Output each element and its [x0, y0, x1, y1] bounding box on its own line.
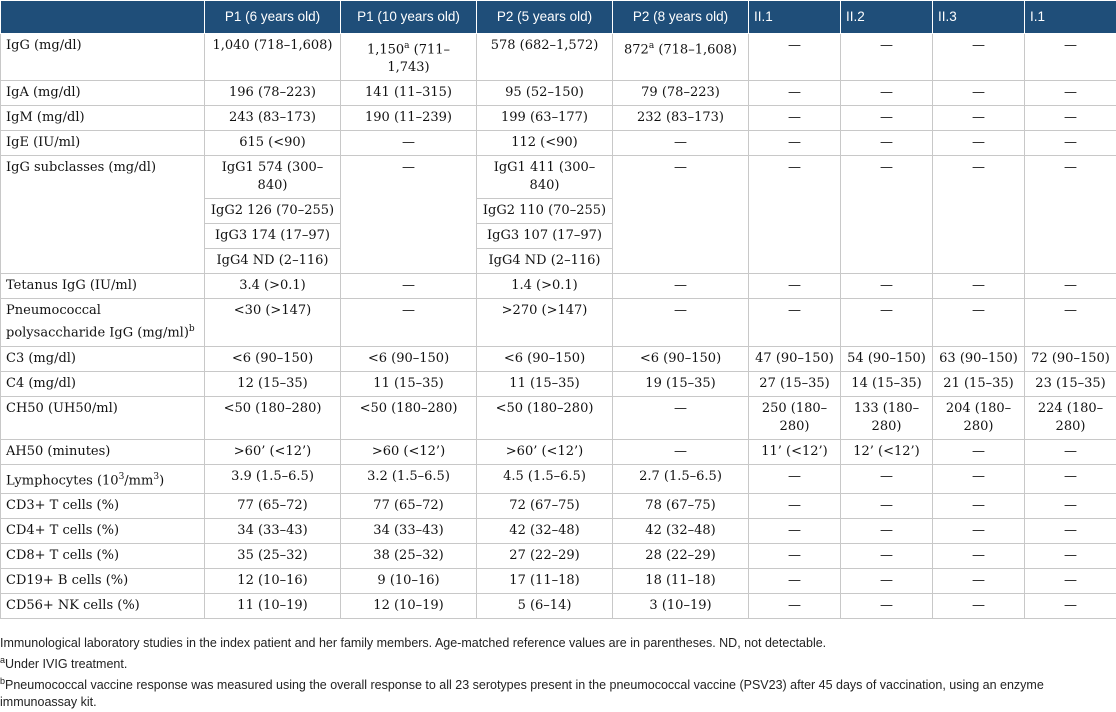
table-row-pneumococcal	[1, 299, 1116, 346]
cell: IgG3 107 (17–97)	[477, 224, 613, 249]
header-p1-10y: P1 (10 years old)	[341, 1, 477, 34]
cell: 11 (10–19)	[205, 593, 341, 618]
table-row-igg-subclasses	[1, 156, 1116, 199]
cell: —	[749, 593, 841, 618]
cell: —	[841, 464, 933, 493]
cell: 12 (10–19)	[341, 593, 477, 618]
cell: —	[613, 439, 749, 464]
cell: —	[341, 274, 477, 299]
cell: —	[933, 439, 1025, 464]
header-cell-blank	[1, 1, 205, 34]
cell: —	[933, 34, 1025, 81]
cell: 1,040 (718–1,608)	[205, 34, 341, 81]
footnote-b: $^b$Pneumococcal vaccine response was measured using the overall response to all 23 serotypes present in the pneumococcal vaccine (PSV23) after 45 days of vaccination, using an enzyme immunoassay kit.	[0, 676, 1044, 710]
cell: 11 (15–35)	[477, 371, 613, 396]
row-label: CD4+ T cells (%)	[1, 518, 205, 543]
cell: >60’ (<12’)	[477, 439, 613, 464]
row-label: IgM (mg/dl)	[1, 106, 205, 131]
cell: —	[933, 518, 1025, 543]
row-label: Tetanus IgG (IU/ml)	[1, 274, 205, 299]
table-row-cd4	[1, 518, 1116, 543]
row-label: IgE (IU/ml)	[1, 131, 205, 156]
row-label: C3 (mg/dl)	[1, 346, 205, 371]
cell: 1.4 (>0.1)	[477, 274, 613, 299]
cell: 12 (10–16)	[205, 568, 341, 593]
cell: <6 (90–150)	[205, 346, 341, 371]
cell: <50 (180–280)	[341, 396, 477, 439]
table-caption: Immunological laboratory studies in the index patient and her family members. Age-matched reference values are in parentheses. ND, not detectable.	[0, 636, 827, 650]
cell: —	[933, 131, 1025, 156]
cell: 224 (180–280)	[1025, 396, 1116, 439]
cell: 63 (90–150)	[933, 346, 1025, 371]
cell: —	[841, 34, 933, 81]
cell: 12’ (<12’)	[841, 439, 933, 464]
cell: 133 (180–280)	[841, 396, 933, 439]
cell: —	[749, 464, 841, 493]
cell: <6 (90–150)	[477, 346, 613, 371]
row-label: IgG (mg/dl)	[1, 34, 205, 81]
header-ii1: II.1	[749, 1, 841, 34]
cell: —	[933, 543, 1025, 568]
cell: —	[841, 81, 933, 106]
cell: <6 (90–150)	[613, 346, 749, 371]
cell: —	[841, 568, 933, 593]
cell: —	[933, 464, 1025, 493]
cell: —	[933, 106, 1025, 131]
cell: —	[341, 156, 477, 274]
cell: —	[841, 156, 933, 274]
table-row-igg	[1, 34, 1116, 81]
row-label: IgG subclasses (mg/dl)	[1, 156, 205, 274]
cell: 196 (78–223)	[205, 81, 341, 106]
cell: IgG2 110 (70–255)	[477, 199, 613, 224]
cell: 11’ (<12’)	[749, 439, 841, 464]
cell: —	[749, 131, 841, 156]
table-row-ige	[1, 131, 1116, 156]
cell: —	[1025, 274, 1116, 299]
cell: 11 (15–35)	[341, 371, 477, 396]
row-label: CD8+ T cells (%)	[1, 543, 205, 568]
cell: —	[1025, 568, 1116, 593]
cell: —	[341, 131, 477, 156]
cell: IgG1 411 (300–840)	[477, 156, 613, 199]
cell: —	[613, 156, 749, 274]
cell: 95 (52–150)	[477, 81, 613, 106]
cell: —	[749, 81, 841, 106]
table-row-iga	[1, 81, 1116, 106]
cell: —	[749, 299, 841, 346]
cell: —	[749, 568, 841, 593]
cell: 79 (78–223)	[613, 81, 749, 106]
header-p2-5y: P2 (5 years old)	[477, 1, 613, 34]
cell: 3.2 (1.5–6.5)	[341, 464, 477, 493]
cell: —	[1025, 81, 1116, 106]
cell: —	[933, 156, 1025, 274]
table-row-ch50	[1, 396, 1116, 439]
cell: —	[613, 274, 749, 299]
table-row-cd56	[1, 593, 1116, 618]
cell: —	[933, 299, 1025, 346]
cell: 2.7 (1.5–6.5)	[613, 464, 749, 493]
cell: 42 (32–48)	[613, 518, 749, 543]
cell: 872$^a$ (718–1,608)	[613, 34, 749, 81]
cell: —	[841, 518, 933, 543]
cell: 232 (83–173)	[613, 106, 749, 131]
cell: —	[749, 106, 841, 131]
cell: 250 (180–280)	[749, 396, 841, 439]
table-row-cd8	[1, 543, 1116, 568]
cell: <6 (90–150)	[341, 346, 477, 371]
cell: 23 (15–35)	[1025, 371, 1116, 396]
cell: —	[933, 493, 1025, 518]
cell: <30 (>147)	[205, 299, 341, 346]
cell: 578 (682–1,572)	[477, 34, 613, 81]
cell: —	[841, 593, 933, 618]
cell: 5 (6–14)	[477, 593, 613, 618]
cell: >60 (<12’)	[341, 439, 477, 464]
cell: 34 (33–43)	[341, 518, 477, 543]
cell: —	[341, 299, 477, 346]
cell: 72 (67–75)	[477, 493, 613, 518]
cell: 112 (<90)	[477, 131, 613, 156]
cell: —	[613, 299, 749, 346]
table-row-cd3	[1, 493, 1116, 518]
cell: IgG2 126 (70–255)	[205, 199, 341, 224]
table-footnotes	[0, 635, 1116, 711]
cell: 243 (83–173)	[205, 106, 341, 131]
cell: —	[1025, 439, 1116, 464]
cell: 35 (25–32)	[205, 543, 341, 568]
cell: IgG4 ND (2–116)	[477, 249, 613, 274]
cell: 4.5 (1.5–6.5)	[477, 464, 613, 493]
cell: 3.9 (1.5–6.5)	[205, 464, 341, 493]
cell: 72 (90–150)	[1025, 346, 1116, 371]
cell: 9 (10–16)	[341, 568, 477, 593]
cell: —	[1025, 34, 1116, 81]
table-header-row	[1, 1, 1116, 34]
row-label: CD19+ B cells (%)	[1, 568, 205, 593]
cell: —	[1025, 543, 1116, 568]
cell: >270 (>147)	[477, 299, 613, 346]
cell: —	[1025, 106, 1116, 131]
header-ii2: II.2	[841, 1, 933, 34]
cell: 27 (22–29)	[477, 543, 613, 568]
cell: 54 (90–150)	[841, 346, 933, 371]
cell: 34 (33–43)	[205, 518, 341, 543]
cell: 190 (11–239)	[341, 106, 477, 131]
header-ii3: II.3	[933, 1, 1025, 34]
cell: —	[841, 299, 933, 346]
cell: —	[749, 518, 841, 543]
cell: —	[749, 34, 841, 81]
cell: 3.4 (>0.1)	[205, 274, 341, 299]
cell: —	[933, 568, 1025, 593]
cell: —	[1025, 131, 1116, 156]
cell: —	[749, 156, 841, 274]
row-label: Pneumococcal polysaccharide IgG $(mg/ml)^b$	[1, 299, 205, 346]
cell: 18 (11–18)	[613, 568, 749, 593]
header-i1: I.1	[1025, 1, 1116, 34]
cell: 615 (<90)	[205, 131, 341, 156]
cell: <50 (180–280)	[205, 396, 341, 439]
cell: —	[1025, 518, 1116, 543]
cell: —	[613, 131, 749, 156]
cell: IgG3 174 (17–97)	[205, 224, 341, 249]
cell: —	[1025, 464, 1116, 493]
header-p2-8y: P2 (8 years old)	[613, 1, 749, 34]
row-label: CD56+ NK cells (%)	[1, 593, 205, 618]
cell: —	[933, 274, 1025, 299]
cell: —	[841, 106, 933, 131]
cell: —	[841, 274, 933, 299]
cell: 1,150$^a$ (711–1,743)	[341, 34, 477, 81]
table-row-tetanus	[1, 274, 1116, 299]
cell: —	[1025, 299, 1116, 346]
row-label: IgA (mg/dl)	[1, 81, 205, 106]
cell: 21 (15–35)	[933, 371, 1025, 396]
table-row-c3	[1, 346, 1116, 371]
cell: —	[841, 131, 933, 156]
cell: —	[749, 493, 841, 518]
cell: —	[933, 81, 1025, 106]
cell: 38 (25–32)	[341, 543, 477, 568]
cell: 28 (22–29)	[613, 543, 749, 568]
header-p1-6y: P1 (6 years old)	[205, 1, 341, 34]
cell: 42 (32–48)	[477, 518, 613, 543]
cell: —	[613, 396, 749, 439]
cell: 77 (65–72)	[205, 493, 341, 518]
cell: 47 (90–150)	[749, 346, 841, 371]
cell: 27 (15–35)	[749, 371, 841, 396]
cell: 12 (15–35)	[205, 371, 341, 396]
cell: 19 (15–35)	[613, 371, 749, 396]
table-row-igm	[1, 106, 1116, 131]
row-label: CD3+ T cells (%)	[1, 493, 205, 518]
cell: —	[1025, 493, 1116, 518]
row-label: C4 (mg/dl)	[1, 371, 205, 396]
cell: 14 (15–35)	[841, 371, 933, 396]
table-row-c4	[1, 371, 1116, 396]
cell: <50 (180–280)	[477, 396, 613, 439]
cell: 199 (63–177)	[477, 106, 613, 131]
cell: 3 (10–19)	[613, 593, 749, 618]
cell: —	[749, 543, 841, 568]
cell: —	[1025, 593, 1116, 618]
row-label: Lymphocytes $(10^3/mm^3)$	[1, 464, 205, 493]
cell: 77 (65–72)	[341, 493, 477, 518]
table-row-ah50	[1, 439, 1116, 464]
cell: 204 (180–280)	[933, 396, 1025, 439]
cell: —	[933, 593, 1025, 618]
cell: IgG1 574 (300–840)	[205, 156, 341, 199]
cell: 78 (67–75)	[613, 493, 749, 518]
row-label: AH50 (minutes)	[1, 439, 205, 464]
cell: >60’ (<12’)	[205, 439, 341, 464]
cell: —	[1025, 156, 1116, 274]
cell: 17 (11–18)	[477, 568, 613, 593]
cell: —	[841, 493, 933, 518]
cell: 141 (11–315)	[341, 81, 477, 106]
cell: —	[749, 274, 841, 299]
cell: IgG4 ND (2–116)	[205, 249, 341, 274]
row-label: CH50 (UH50/ml)	[1, 396, 205, 439]
footnote-a: $^a$Under IVIG treatment.	[0, 655, 128, 672]
table-row-cd19	[1, 568, 1116, 593]
cell: —	[841, 543, 933, 568]
table-row-lymphocytes	[1, 464, 1116, 493]
